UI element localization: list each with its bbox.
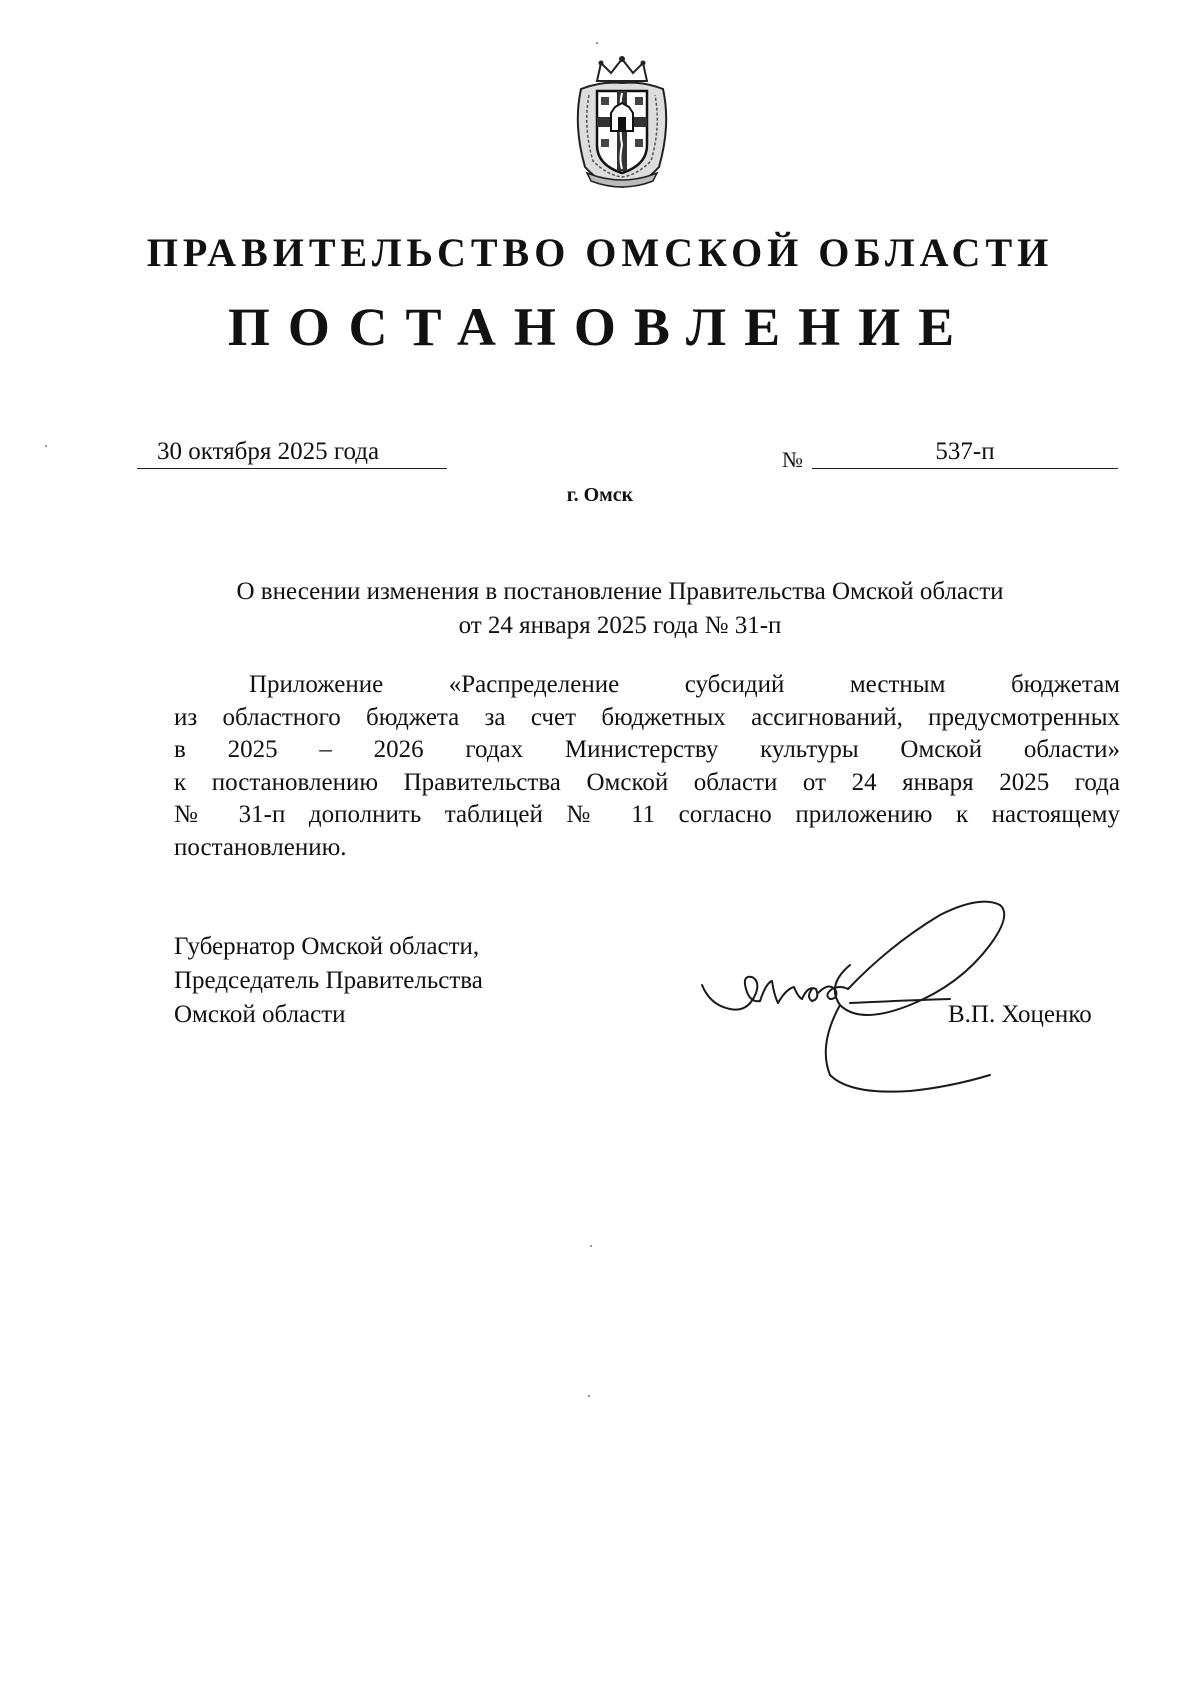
document-type-title: ПОСТАНОВЛЕНИЕ bbox=[227, 297, 973, 357]
subject-line: О внесении изменения в постановление Правительства Омской области bbox=[236, 578, 1004, 605]
document-body bbox=[174, 669, 1120, 864]
signer-position-line: Губернатор Омской области, bbox=[174, 933, 480, 960]
scan-speck bbox=[590, 1245, 592, 1247]
signer-position bbox=[174, 930, 483, 1032]
signer-position-line: Председатель Правительства bbox=[174, 967, 483, 994]
signer-name: В.П. Хоценко bbox=[948, 1001, 1092, 1028]
document-city: г. Омск bbox=[566, 484, 634, 506]
body-line: к постановлению Правительства Омской области от 24 января 2025 года bbox=[174, 768, 1120, 796]
coat-of-arms-icon bbox=[567, 55, 677, 191]
document-subject bbox=[150, 575, 1090, 643]
scan-speck bbox=[588, 1395, 590, 1397]
body-line: Приложение «Распределение субсидий местным бюджетам bbox=[249, 671, 1120, 698]
document-date: 30 октября 2025 года bbox=[137, 436, 447, 469]
body-line: постановлению. bbox=[174, 833, 347, 861]
organization-title: ПРАВИТЕЛЬСТВО ОМСКОЙ ОБЛАСТИ bbox=[146, 230, 1054, 275]
body-line: № 31-п дополнить таблицей № 11 согласно приложению к настоящему bbox=[174, 801, 1120, 828]
document-number: 537-п bbox=[812, 436, 1118, 469]
scan-speck bbox=[45, 445, 47, 447]
scan-speck bbox=[596, 42, 598, 44]
number-sign: № bbox=[782, 447, 803, 472]
subject-line: от 24 января 2025 года № 31-п bbox=[458, 612, 782, 639]
body-line: в 2025 – 2026 годах Министерству культуры Омской области» bbox=[174, 736, 1120, 763]
signer-position-line: Омской области bbox=[174, 1001, 346, 1028]
handwritten-signature-icon bbox=[690, 885, 1100, 1100]
body-line: из областного бюджета за счет бюджетных ассигнований, предусмотренных bbox=[174, 703, 1120, 731]
